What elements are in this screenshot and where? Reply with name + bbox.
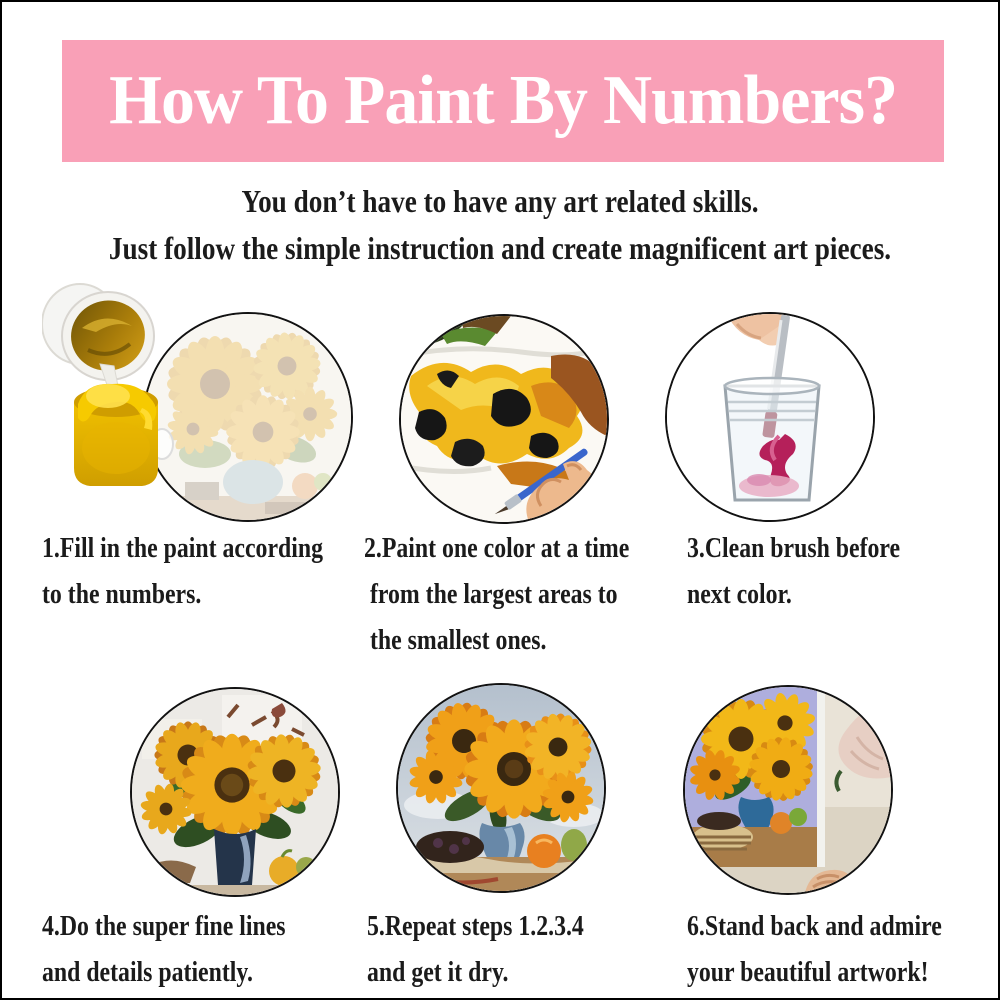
caption-line: 3.Clean brush before	[687, 533, 901, 564]
caption-line: 6.Stand back and admire	[687, 911, 942, 942]
paint-pots-icon	[42, 278, 192, 496]
caption-line: the smallest ones.	[369, 625, 547, 656]
step-6-image	[683, 685, 893, 895]
caption-line: from the largest areas to	[369, 579, 618, 610]
caption-line: and get it dry.	[367, 957, 509, 988]
intro-line-1: You don’t have to have any art related skills.	[241, 183, 759, 219]
caption-line: 5.Repeat steps 1.2.3.4	[367, 911, 584, 942]
step-6-caption	[687, 904, 942, 996]
caption-line: to the numbers.	[42, 579, 202, 610]
step-3-image	[665, 312, 875, 522]
caption-line: 1.Fill in the paint according	[42, 533, 323, 564]
intro-line-2: Just follow the simple instruction and create magnificent art pieces.	[108, 230, 892, 266]
step-2-image	[399, 314, 609, 524]
rinse-brush-illustration	[667, 314, 873, 520]
caption-line: 4.Do the super fine lines	[42, 911, 286, 942]
caption-line: 2.Paint one color at a time	[364, 533, 630, 564]
step-5-caption	[367, 904, 584, 996]
fine-details-illustration	[132, 689, 338, 895]
step-2-caption	[364, 526, 629, 664]
admire-artwork-illustration	[685, 687, 891, 893]
step-5-image	[396, 683, 606, 893]
step-1-caption	[42, 526, 323, 618]
step-4-caption	[42, 904, 286, 996]
caption-line: your beautiful artwork!	[687, 957, 929, 988]
step-3-caption	[687, 526, 900, 618]
caption-line: next color.	[687, 579, 792, 610]
finished-painting-illustration	[398, 685, 604, 891]
header-banner	[62, 40, 944, 162]
page-title: How To Paint By Numbers?	[109, 62, 897, 139]
step-4-image	[130, 687, 340, 897]
caption-line: and details patiently.	[42, 957, 253, 988]
painting-hand-illustration	[401, 316, 607, 522]
